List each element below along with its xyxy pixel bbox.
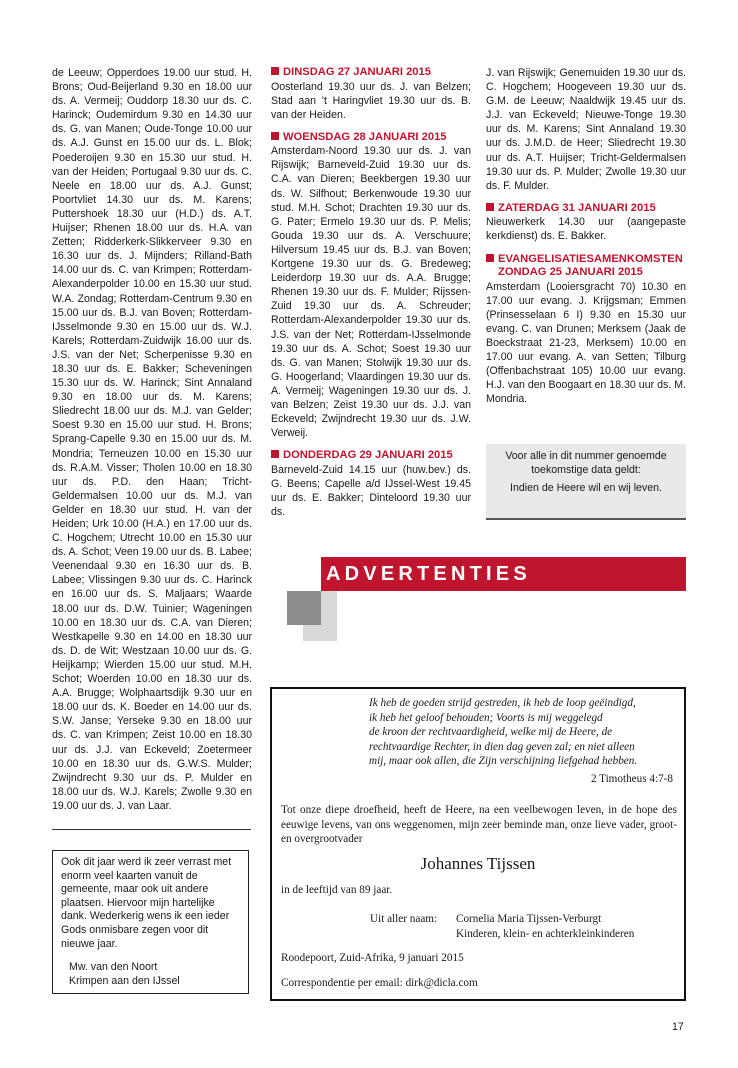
church-services-column-2: [271, 66, 471, 519]
thursday-services: Barneveld-Zuid 14.15 uur (huw.bev.) ds. G. Beens; Capelle a/d IJssel-West 19.45 uur ds. E. Bakker; Dinteloord 19.30 uur ds.: [271, 463, 471, 519]
wednesday-services: Amsterdam-Noord 19.30 uur ds. J. van Rijswijk; Barneveld-Zuid 19.30 uur ds. C.A. van Dieren; Beekbergen 19.30 uur ds. W. Silfhout; Berkenwoude 19.30 uur stud. M.H. Schot; Drachten 19.30 uur ds. G. Pater; Ermelo 19.30 uur ds. P. Melis; Gouda 19.30 uur ds. A. Verschuure; Hilversum 19.45 uur ds. B.J. van Boven; Kortgene 19.30 uur ds. G. Bredeweg; Leiderdorp 19.30 uur ds. A.A. Brugge; Rhenen 19.30 uur ds. F. Mulder; Rijssen-Zuid 19.30 uur ds. A. Schreuder; Rotterdam-Alexanderpolder 19.30 uur ds. J.S. van der Net; Rotterdam-IJsselmonde 19.30 uur ds. A. Schot; Soest 19.30 uur ds. G. van Manen; Stolwijk 19.30 uur ds. G. Hoogerland; Vlaardingen 19.30 uur ds. A. Vermeij; Wageningen 19.30 uur ds. J. van Belzen; Zeist 19.30 uur ds. J.J. van Eckeveld; Zwijndrecht 19.30 uur ds. J.W. Verweij.: [271, 145, 471, 440]
obituary-advertisement: [270, 687, 686, 1001]
on-behalf-names: Cornelia Maria Tijssen-Verburgt Kinderen, klein- en achterkleinkinderen: [456, 913, 635, 940]
correspondence-email: Correspondentie per email: dirk@dicla.com: [281, 977, 478, 989]
saturday-header: ZATERDAG 31 JANUARI 2015: [486, 202, 686, 216]
red-square-bullet-icon: [271, 132, 279, 140]
bible-verse: Ik heb de goeden strijd gestreden, ik heb de loop geëindigd, ik heb het geloof behouden; Voorts is mij weggelegd de kroon der rechtvaardigheid, welke mij de Heere, de rechtvaardige Rechter, in dien dag geven zal; en niet alleen mij, maar ook allen, die Zijn verschijning liefgehad hebben.: [369, 697, 638, 767]
church-services-column-1: [52, 66, 252, 813]
red-square-bullet-icon: [271, 67, 279, 75]
evangelisation-header: EVANGELISATIESAMENKOMSTEN: [486, 253, 686, 267]
red-square-bullet-icon: [271, 450, 279, 458]
evangelisation-date: ZONDAG 25 JANUARI 2015: [498, 266, 643, 279]
red-square-bullet-icon: [486, 203, 494, 211]
deceased-name: Johannes Tijssen: [420, 854, 536, 873]
saturday-services: Nieuwerkerk 14.30 uur (aangepaste kerkdienst) ds. E. Bakker.: [486, 216, 686, 243]
wednesday-header: WOENSDAG 28 JANUARI 2015: [271, 131, 471, 145]
decorative-gray-square: [287, 591, 321, 625]
red-square-bullet-icon: [486, 254, 494, 262]
thursday-header: DONDERDAG 29 JANUARI 2015: [271, 449, 471, 463]
thank-you-box: [52, 850, 249, 994]
notice-box: [486, 444, 686, 520]
notice-line-2: Indien de Heere wil en wij leven.: [510, 482, 662, 494]
obituary-intro: Tot onze diepe droefheid, heeft de Heere, na een veelbewogen leven, in de hope des eeuwige levens, van ons weggenomen, mijn zeer beminde man, onze lieve vader, groot- en overgrootvader: [281, 804, 677, 845]
tuesday-services: Oosterland 19.30 uur ds. J. van Belzen; Stad aan ’t Haringvliet 19.30 uur ds. B. van der Heiden.: [271, 80, 471, 121]
place-date: Roodepoort, Zuid-Afrika, 9 januari 2015: [281, 952, 464, 964]
thank-you-text: Ook dit jaar werd ik zeer verrast met enorm veel kaarten vanuit de gemeente, maar ook uit andere plaatsen. Hiervoor mijn hartelijke dank. Wederkerig wens ik een ieder Gods onmisbare zegen voor dit nieuwe jaar.: [61, 856, 232, 950]
notice-line-1: Voor alle in dit nummer genoemde toekomstige data geldt:: [505, 450, 667, 476]
evangelisation-services: Amsterdam (Looiersgracht 70) 10.30 en 17.00 uur evang. J. Krijgsman; Emmen (Prinsesselaan 6 I) 9.30 en 15.30 uur evang. C. van Drunen; Merksem (Jaak de Boeckstraat 21-23, Merksem) 10.00 en 17.00 uur evang. A. van Setten; Tilburg (Offenbachstraat 105) 10.00 uur evang. H.J. van den Boogaart en 18.30 uur ds. M. Mondria.: [486, 280, 686, 406]
thank-you-signature: Mw. van den Noort Krimpen aan den IJssel: [69, 961, 180, 987]
page-number: 17: [672, 1021, 684, 1033]
services-text: de Leeuw; Opperdoes 19.00 uur stud. H. Brons; Oud-Beijerland 9.30 en 18.00 uur ds. A. Vermeij; Ouddorp 18.30 uur ds. C. Harinck; Oudemirdum 9.30 en 14.30 uur ds. G. van Manen; Oude-Tonge 10.00 uur ds. A.J. Gunst en 15.00 uur ds. L. Blok; Poederoijen 9.30 en 15.30 uur stud. H. van der Heiden; Portugaal 9.30 uur ds. C. Neele en 18.00 uur ds. A.J. Gunst; Poortvliet 14.30 uur ds. M. Karens; Puttershoek 18.30 uur (H.D.) ds. A.T. Huijser; Rhenen 18.00 uur ds. H.A. van Zetten; Ridderkerk-Slikkerveer 9.30 en 16.30 uur ds. J. Mijnders; Rilland-Bath 14.00 uur ds. C. van Krimpen; Rotterdam-Alexanderpolder 10.00 en 15.30 uur stud. W.A. Zondag; Rotterdam-Centrum 9.30 en 15.00 uur ds. B.J. van Boven; Rotterdam-IJsselmonde 9.30 en 15.00 uur ds. W.J. Karels; Rotterdam-Zuidwijk 16.00 uur ds. J.S. van der Net; Scherpenisse 9.30 en 18.30 uur ds. E. Bakker; Scheveningen 15.30 uur ds. W. Harinck; Sint Annaland 9.30 en 18.00 uur ds. M. Karens; Sliedrecht 18.00 uur ds. M.J. van Gelder; Soest 9.30 en 15.00 uur stud. H. Brons; Sprang-Capelle 9.30 en 15.00 uur ds. M. Mondria; Terneuzen 10.00 en 15.30 uur ds. R.A.M. Visser; Tholen 10.00 en 18.30 uur ds. P.D. den Haan; Tricht-Geldermalsen 10.00 uur ds. M.J. van Gelder en 18.30 uur stud. H. van der Heiden; Urk 10.00 (H.A.) en 17.00 uur ds. C. Hogchem; Utrecht 10.00 en 15.30 uur ds. A. Schot; Veen 19.00 uur ds. B. Labee; Veenendaal 9.30 en 16.30 uur ds. B. Labee; Vlissingen 9.30 uur ds. C. Harinck en 16.00 uur ds. S. Maljaars; Waarde 18.00 uur ds. D.W. Tuinier; Wageningen 10.00 en 18.30 uur ds. C.A. van Dieren; Westkapelle 9.30 en 14.00 en 18.30 uur ds. D. de Wit; Westzaan 10.00 uur ds. G. Heijkamp; Wierden 15.00 uur stud. M.H. Schot; Woerden 10.00 en 18.30 uur ds. A.A. Brugge; Wolphaartsdijk 9.30 uur en 18.00 uur ds. K. Boeder en 14.00 uur ds. S.W. Janse; Yerseke 9.30 en 18.00 uur ds. C. van Krimpen; Zeist 10.00 en 18.30 uur ds. J.J. van Eckeveld; Zoetermeer 10.00 en 18.30 uur ds. G.W.S. Mulder; Zwijndrecht 9.30 uur ds. P. Mulder en 18.00 uur ds. W.J. Karels; Zwolle 9.30 en 19.00 uur ds. J. van Laar.: [52, 67, 252, 812]
column-divider: [52, 829, 251, 830]
on-behalf-label: Uit aller naam:: [370, 913, 438, 925]
deceased-age: in de leeftijd van 89 jaar.: [281, 884, 393, 896]
church-services-column-3: [486, 66, 686, 406]
thursday-services-continued: J. van Rijswijk; Genemuiden 19.30 uur ds. C. Hogchem; Hoogeveen 19.30 uur ds. G.M. de Leeuw; Naaldwijk 19.45 uur ds. J.J. van Eckeveld; Nieuwe-Tonge 19.30 uur ds. M. Karens; Sint Annaland 19.30 uur ds. J.M.D. de Heer; Sliedrecht 19.30 uur ds. A.T. Huijser; Tricht-Geldermalsen 19.30 uur ds. P. Mulder; Zwolle 19.30 uur ds. F. Mulder.: [486, 67, 686, 192]
verse-reference: 2 Timotheus 4:7-8: [590, 773, 673, 785]
advertenties-banner: ADVERTENTIES: [321, 557, 686, 591]
tuesday-header: DINSDAG 27 JANUARI 2015: [271, 66, 471, 80]
